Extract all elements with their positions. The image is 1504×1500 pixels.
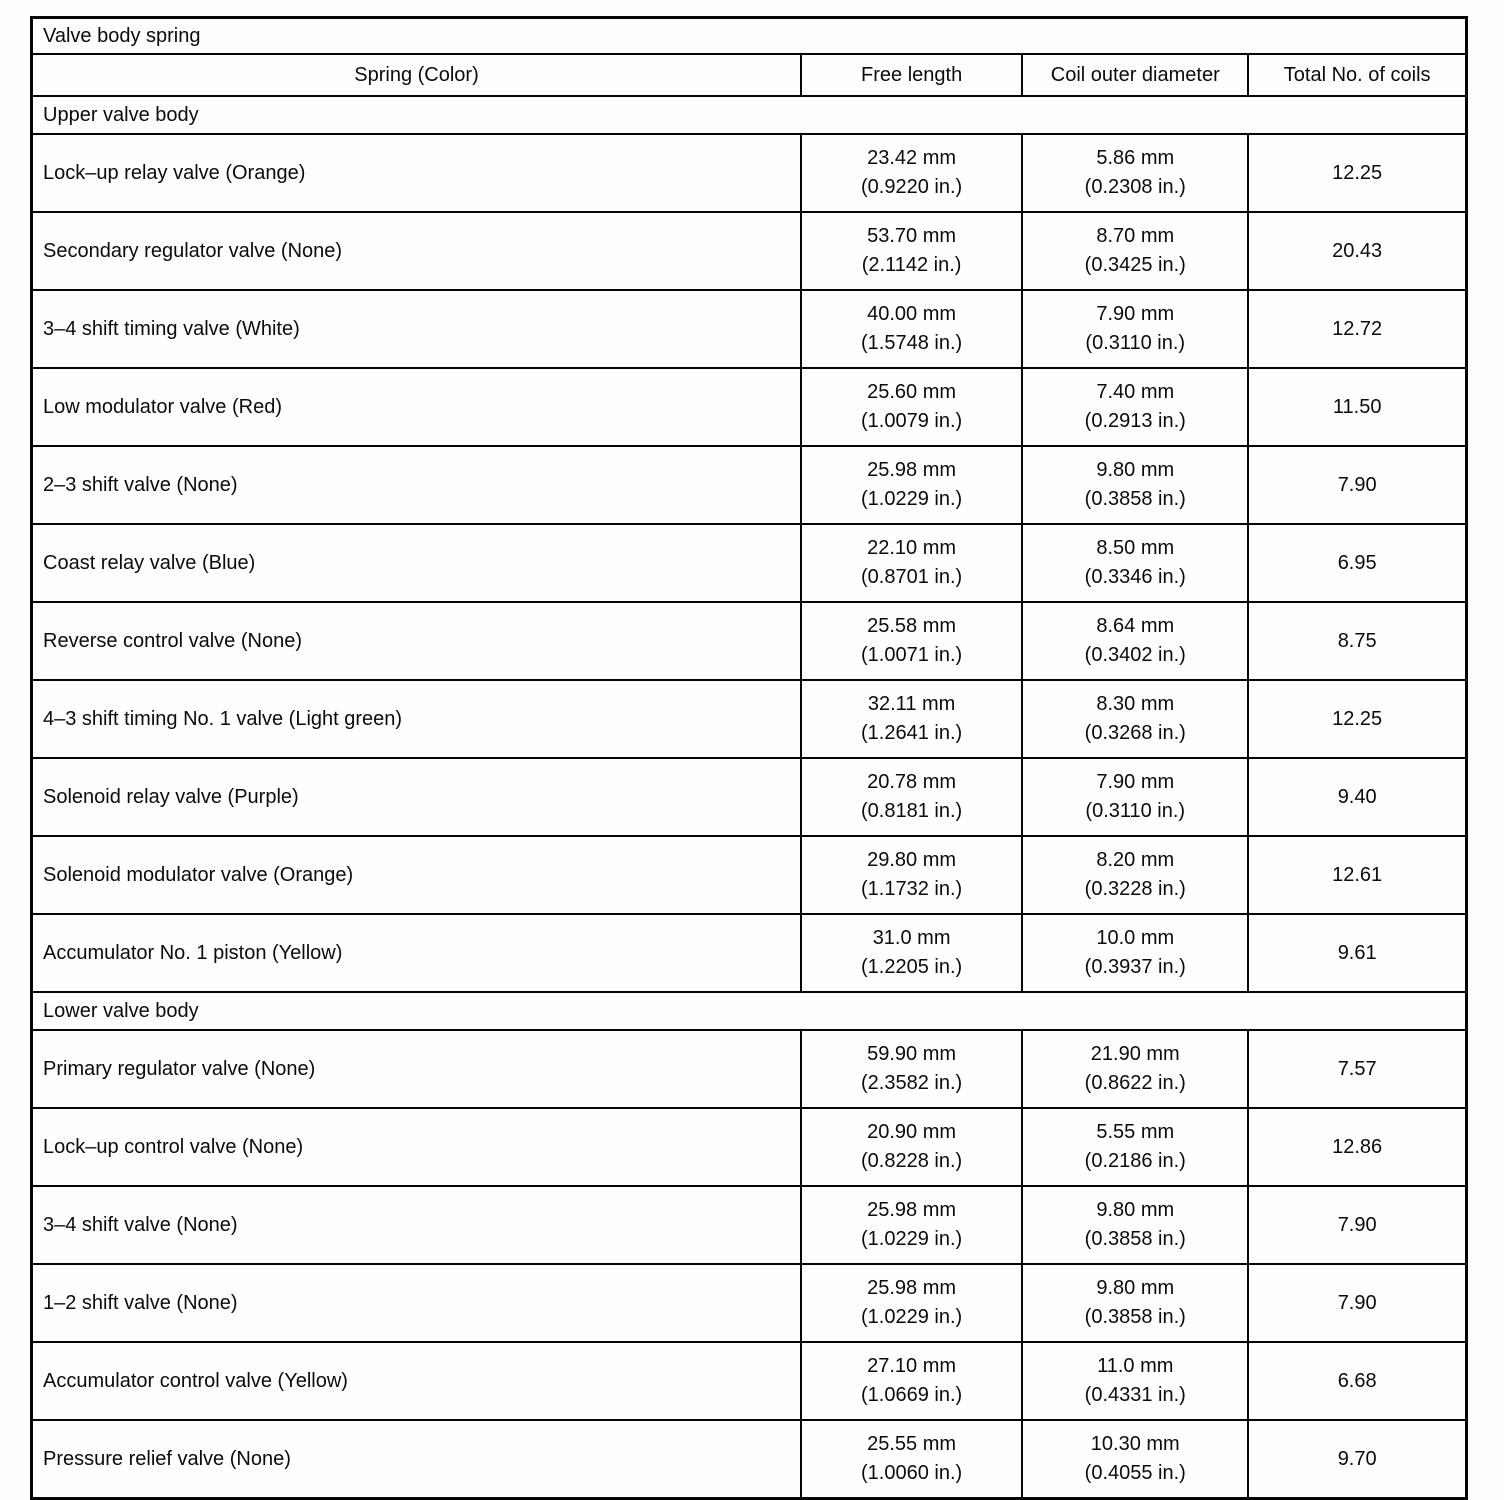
free-length-cell (801, 836, 1022, 914)
free-length-in: (0.8181 in.) (861, 800, 963, 822)
free-length-mm: 27.10 mm (867, 1355, 957, 1377)
section-label: Upper valve body (32, 96, 1467, 134)
free-length-mm: 32.11 mm (867, 693, 956, 715)
coil-outer-diameter-cell (1022, 1264, 1248, 1342)
spring-name-cell: Accumulator No. 1 piston (Yellow) (32, 914, 802, 992)
total-coils-cell: 9.61 (1248, 914, 1466, 992)
total-coils-cell: 6.95 (1248, 524, 1466, 602)
total-coils-cell: 12.25 (1248, 134, 1466, 212)
coil-od-mm: 8.30 mm (1096, 693, 1175, 715)
coil-outer-diameter-cell (1022, 134, 1248, 212)
coil-outer-diameter-cell (1022, 1342, 1248, 1420)
spring-name-cell: 2–3 shift valve (None) (32, 446, 802, 524)
table-body (32, 96, 1467, 1499)
spring-name-cell: 3–4 shift timing valve (White) (32, 290, 802, 368)
coil-outer-diameter-cell (1022, 446, 1248, 524)
free-length-mm: 25.60 mm (867, 381, 957, 403)
coil-outer-diameter-cell (1022, 1030, 1248, 1108)
table-row (32, 680, 1467, 758)
free-length-cell (801, 602, 1022, 680)
table-row (32, 602, 1467, 680)
coil-od-mm: 8.20 mm (1096, 849, 1175, 871)
free-length-cell (801, 1186, 1022, 1264)
free-length-cell (801, 134, 1022, 212)
coil-od-mm: 21.90 mm (1090, 1043, 1180, 1065)
column-header-spring: Spring (Color) (32, 54, 802, 96)
coil-od-mm: 8.70 mm (1096, 225, 1175, 247)
free-length-mm: 40.00 mm (867, 303, 957, 325)
free-length-cell (801, 1420, 1022, 1499)
free-length-in: (2.3582 in.) (861, 1072, 963, 1094)
coil-od-mm: 7.40 mm (1096, 381, 1175, 403)
table-head (32, 18, 1467, 97)
free-length-cell (801, 1030, 1022, 1108)
coil-od-in: (0.3110 in.) (1085, 332, 1186, 354)
coil-od-mm: 7.90 mm (1096, 303, 1175, 325)
free-length-cell (801, 914, 1022, 992)
coil-od-in: (0.4055 in.) (1084, 1462, 1186, 1484)
coil-outer-diameter-cell (1022, 368, 1248, 446)
coil-od-in: (0.3228 in.) (1084, 878, 1186, 900)
coil-od-mm: 8.64 mm (1096, 615, 1175, 637)
total-coils-cell: 12.86 (1248, 1108, 1466, 1186)
free-length-mm: 53.70 mm (867, 225, 957, 247)
total-coils-cell: 7.90 (1248, 446, 1466, 524)
coil-od-in: (0.3858 in.) (1084, 488, 1186, 510)
coil-od-mm: 9.80 mm (1096, 459, 1175, 481)
coil-outer-diameter-cell (1022, 1186, 1248, 1264)
free-length-in: (1.2205 in.) (861, 956, 963, 978)
spring-name-cell: Secondary regulator valve (None) (32, 212, 802, 290)
free-length-cell (801, 368, 1022, 446)
coil-od-mm: 9.80 mm (1096, 1199, 1175, 1221)
free-length-in: (0.8228 in.) (861, 1150, 963, 1172)
coil-outer-diameter-cell (1022, 1420, 1248, 1499)
coil-od-mm: 5.55 mm (1096, 1121, 1175, 1143)
coil-od-mm: 9.80 mm (1096, 1277, 1175, 1299)
free-length-cell (801, 212, 1022, 290)
coil-outer-diameter-cell (1022, 290, 1248, 368)
free-length-mm: 25.58 mm (867, 615, 957, 637)
valve-body-spring-table (30, 16, 1468, 1500)
coil-outer-diameter-cell (1022, 524, 1248, 602)
table-row (32, 446, 1467, 524)
spring-name-cell: Coast relay valve (Blue) (32, 524, 802, 602)
coil-od-in: (0.3858 in.) (1084, 1228, 1186, 1250)
free-length-in: (0.9220 in.) (861, 176, 963, 198)
free-length-in: (1.0229 in.) (861, 1306, 963, 1328)
total-coils-cell: 9.40 (1248, 758, 1466, 836)
coil-od-mm: 5.86 mm (1096, 147, 1175, 169)
free-length-cell (801, 524, 1022, 602)
free-length-in: (1.0079 in.) (861, 410, 963, 432)
table-row (32, 914, 1467, 992)
spring-name-cell: Accumulator control valve (Yellow) (32, 1342, 802, 1420)
coil-od-mm: 11.0 mm (1097, 1355, 1174, 1377)
table-row (32, 1264, 1467, 1342)
coil-od-mm: 8.50 mm (1096, 537, 1175, 559)
free-length-in: (1.1732 in.) (861, 878, 963, 900)
coil-outer-diameter-cell (1022, 212, 1248, 290)
spring-name-cell: 3–4 shift valve (None) (32, 1186, 802, 1264)
free-length-in: (1.5748 in.) (861, 332, 963, 354)
spring-name-cell: Lock–up control valve (None) (32, 1108, 802, 1186)
free-length-mm: 22.10 mm (867, 537, 957, 559)
total-coils-cell: 9.70 (1248, 1420, 1466, 1499)
free-length-in: (1.0229 in.) (861, 488, 963, 510)
total-coils-cell: 20.43 (1248, 212, 1466, 290)
free-length-cell (801, 446, 1022, 524)
coil-od-in: (0.8622 in.) (1084, 1072, 1186, 1094)
total-coils-cell: 12.25 (1248, 680, 1466, 758)
coil-od-in: (0.3110 in.) (1085, 800, 1186, 822)
free-length-cell (801, 758, 1022, 836)
coil-od-in: (0.3425 in.) (1084, 254, 1186, 276)
coil-outer-diameter-cell (1022, 602, 1248, 680)
section-row (32, 992, 1467, 1030)
column-header-free-length: Free length (801, 54, 1022, 96)
free-length-mm: 25.55 mm (867, 1433, 957, 1455)
coil-od-in: (0.3268 in.) (1084, 722, 1186, 744)
total-coils-cell: 12.61 (1248, 836, 1466, 914)
coil-od-in: (0.2308 in.) (1084, 176, 1186, 198)
total-coils-cell: 6.68 (1248, 1342, 1466, 1420)
free-length-mm: 59.90 mm (867, 1043, 957, 1065)
section-label: Lower valve body (32, 992, 1467, 1030)
spring-name-cell: Lock–up relay valve (Orange) (32, 134, 802, 212)
coil-od-mm: 7.90 mm (1096, 771, 1175, 793)
section-row (32, 96, 1467, 134)
free-length-in: (1.0229 in.) (861, 1228, 963, 1250)
column-header-total-coils: Total No. of coils (1248, 54, 1466, 96)
total-coils-cell: 11.50 (1248, 368, 1466, 446)
total-coils-cell: 7.90 (1248, 1186, 1466, 1264)
free-length-cell (801, 1342, 1022, 1420)
coil-od-in: (0.3346 in.) (1084, 566, 1186, 588)
free-length-in: (2.1142 in.) (861, 254, 962, 276)
free-length-cell (801, 1264, 1022, 1342)
table-row (32, 1342, 1467, 1420)
total-coils-cell: 7.90 (1248, 1264, 1466, 1342)
coil-outer-diameter-cell (1022, 1108, 1248, 1186)
free-length-cell (801, 290, 1022, 368)
free-length-mm: 25.98 mm (867, 1199, 957, 1221)
free-length-in: (1.0071 in.) (861, 644, 963, 666)
table-header-row (32, 54, 1467, 96)
coil-outer-diameter-cell (1022, 680, 1248, 758)
coil-od-in: (0.3858 in.) (1084, 1306, 1186, 1328)
coil-od-in: (0.3937 in.) (1084, 956, 1186, 978)
table-row (32, 134, 1467, 212)
spring-name-cell: 4–3 shift timing No. 1 valve (Light green) (32, 680, 802, 758)
table-row (32, 836, 1467, 914)
coil-outer-diameter-cell (1022, 914, 1248, 992)
coil-od-in: (0.3402 in.) (1084, 644, 1186, 666)
table-row (32, 1420, 1467, 1499)
free-length-in: (1.0669 in.) (861, 1384, 963, 1406)
total-coils-cell: 7.57 (1248, 1030, 1466, 1108)
free-length-mm: 25.98 mm (867, 1277, 957, 1299)
free-length-in: (1.2641 in.) (861, 722, 963, 744)
free-length-cell (801, 680, 1022, 758)
table-row (32, 212, 1467, 290)
free-length-in: (1.0060 in.) (861, 1462, 963, 1484)
spring-name-cell: 1–2 shift valve (None) (32, 1264, 802, 1342)
spring-name-cell: Pressure relief valve (None) (32, 1420, 802, 1499)
coil-od-in: (0.4331 in.) (1084, 1384, 1186, 1406)
coil-od-in: (0.2913 in.) (1084, 410, 1186, 432)
coil-od-mm: 10.30 mm (1090, 1433, 1180, 1455)
spring-name-cell: Reverse control valve (None) (32, 602, 802, 680)
free-length-mm: 20.90 mm (867, 1121, 957, 1143)
total-coils-cell: 8.75 (1248, 602, 1466, 680)
column-header-coil-outer-diameter: Coil outer diameter (1022, 54, 1248, 96)
table-row (32, 1186, 1467, 1264)
coil-outer-diameter-cell (1022, 758, 1248, 836)
table-title: Valve body spring (32, 18, 1467, 55)
free-length-in: (0.8701 in.) (861, 566, 963, 588)
coil-od-in: (0.2186 in.) (1084, 1150, 1186, 1172)
spring-name-cell: Primary regulator valve (None) (32, 1030, 802, 1108)
table-title-row (32, 18, 1467, 55)
free-length-cell (801, 1108, 1022, 1186)
free-length-mm: 31.0 mm (872, 927, 951, 949)
coil-outer-diameter-cell (1022, 836, 1248, 914)
table-row (32, 368, 1467, 446)
free-length-mm: 29.80 mm (867, 849, 957, 871)
table-row (32, 1108, 1467, 1186)
free-length-mm: 23.42 mm (867, 147, 957, 169)
free-length-mm: 25.98 mm (867, 459, 957, 481)
table-row (32, 1030, 1467, 1108)
total-coils-cell: 12.72 (1248, 290, 1466, 368)
spring-name-cell: Solenoid modulator valve (Orange) (32, 836, 802, 914)
spring-name-cell: Low modulator valve (Red) (32, 368, 802, 446)
coil-od-mm: 10.0 mm (1096, 927, 1175, 949)
spring-name-cell: Solenoid relay valve (Purple) (32, 758, 802, 836)
table-row (32, 524, 1467, 602)
table-row (32, 290, 1467, 368)
free-length-mm: 20.78 mm (867, 771, 957, 793)
table-row (32, 758, 1467, 836)
